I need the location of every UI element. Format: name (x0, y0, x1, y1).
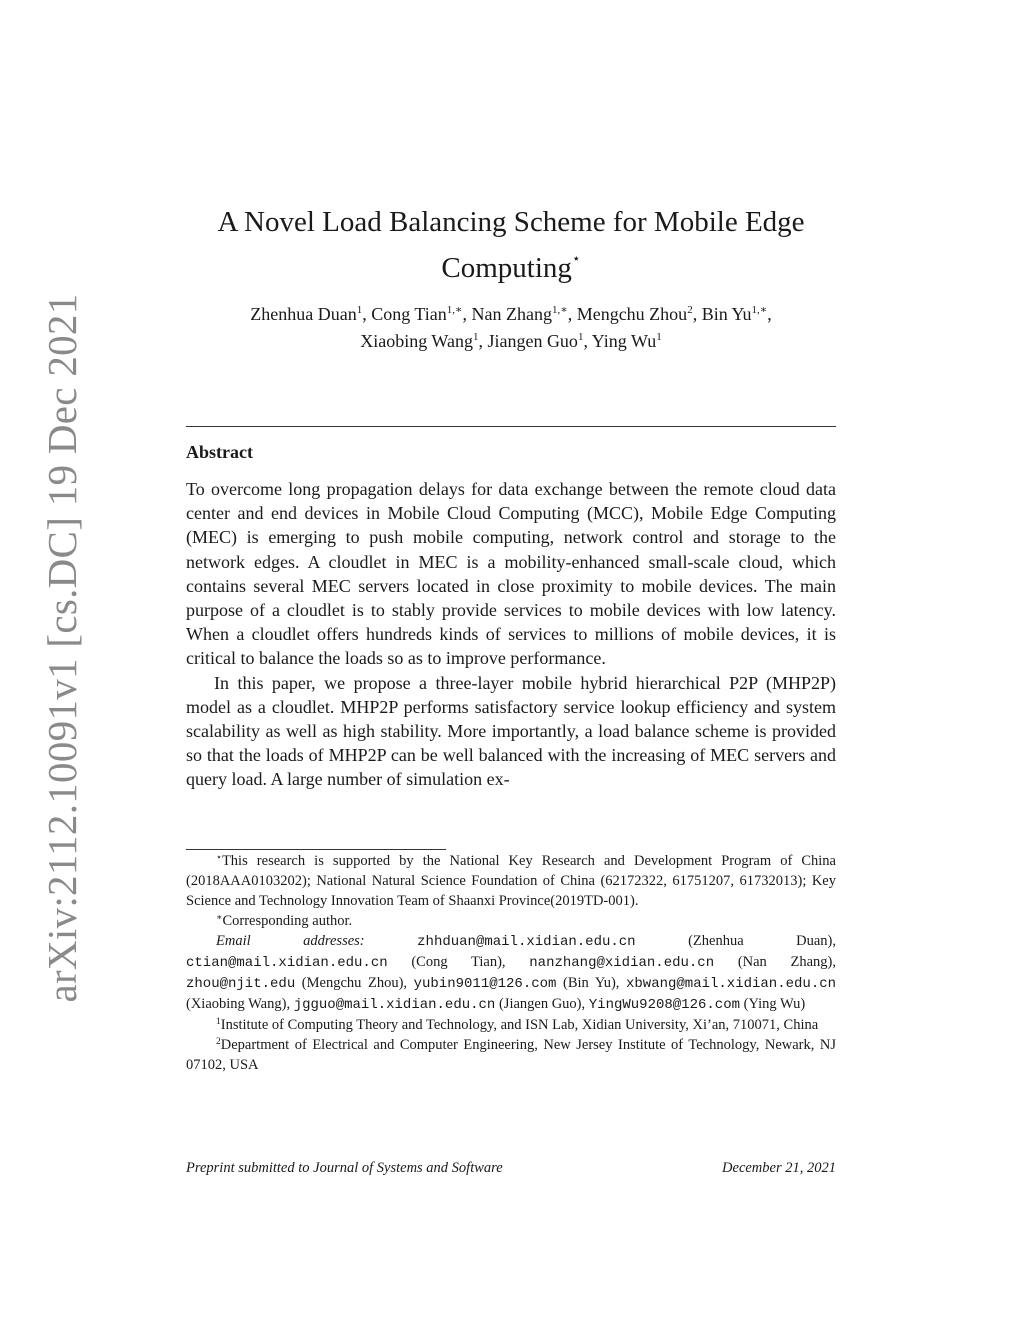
email-link[interactable]: YingWu9208@126.com (588, 997, 740, 1013)
title-line-2: Computing (441, 252, 572, 284)
author-name: , Ying Wu (583, 331, 657, 351)
author-name: , Cong Tian (362, 304, 447, 324)
footnotes (186, 851, 836, 1075)
affiliation-2-text: Department of Electrical and Computer Engineering, New Jersey Institute of Technology, Newark, NJ 07102, USA (186, 1037, 836, 1073)
email-owner: (Jiangen Guo), (495, 996, 586, 1012)
author-name: Xiaobing Wang (360, 331, 473, 351)
author-list (186, 301, 836, 355)
affiliation-1 (186, 1015, 836, 1035)
corresponding-author-footnote (186, 911, 836, 931)
author-affiliation-mark: 1 (356, 304, 363, 316)
email-label: Email addresses: (216, 933, 365, 949)
author-affiliation-mark: 2 (687, 304, 693, 316)
email-link[interactable]: xbwang@mail.xidian.edu.cn (625, 976, 837, 992)
abstract-heading: Abstract (186, 442, 253, 462)
author-separator: , (767, 304, 772, 324)
footnote-rule (186, 849, 446, 850)
page-footer (186, 1160, 836, 1177)
email-addresses (186, 931, 836, 1015)
funding-footnote (186, 851, 836, 911)
title-star-marker: ⋆ (571, 252, 581, 267)
author-name: , Mengchu Zhou (567, 304, 688, 324)
email-link[interactable]: nanzhang@xidian.edu.cn (529, 955, 715, 971)
affiliation-1-text: Institute of Computing Theory and Technology, and ISN Lab, Xidian University, Xi’an, 710071, China (220, 1017, 819, 1033)
email-owner: (Mengchu Zhou), (295, 975, 408, 991)
paper-title (186, 203, 836, 287)
title-line-1: A Novel Load Balancing Scheme for Mobile Edge (217, 206, 805, 238)
abstract-paragraph-2: In this paper, we propose a three-layer mobile hybrid hierarchical P2P (MHP2P) model as a cloudlet. MHP2P performs satisfactory service lookup efficiency and system scalability as well as high stability. More importantly, a load balance scheme is provided so that the loads of MHP2P can be well balanced with the increasing of MEC servers and query load. A large number of simulation ex- (186, 672, 836, 790)
author-name: Zhenhua Duan (250, 304, 357, 324)
abstract-paragraph-1: To overcome long propagation delays for data exchange between the remote cloud data center and end devices in Mobile Cloud Computing (MCC), Mobile Edge Computing (MEC) is emerging to push mobile computing, network control and storage to the network edges. A cloudlet in MEC is a mobility-enhanced small-scale cloud, which contains several MEC servers located in close proximity to mobile devices. The main purpose of a cloudlet is to stably provide services to mobile devices with low latency. When a cloudlet offers hundreds kinds of services to millions of mobile devices, it is critical to balance the loads so as to improve performance. (186, 479, 836, 669)
author-name: , Jiangen Guo (478, 331, 578, 351)
email-link[interactable]: jgguo@mail.xidian.edu.cn (293, 997, 496, 1013)
abstract-body (186, 477, 836, 792)
email-link[interactable]: zhhduan@mail.xidian.edu.cn (417, 934, 636, 950)
footnote-marker: ⋆ (216, 853, 222, 863)
arxiv-identifier-stamp: arXiv:2112.10091v1 [cs.DC] 19 Dec 2021 (39, 293, 85, 1003)
preprint-note: Preprint submitted to Journal of Systems and Software (186, 1160, 503, 1176)
funding-footnote-text: This research is supported by the National Key Research and Development Program of China (2018AAA0103202); National Natural Science Foundation of China (62172322, 61751207, 61732013); Key Science and Technology Innovation Team of Shaanxi Province(2019TD-001). (186, 853, 836, 909)
email-owner: (Ying Wu) (740, 996, 806, 1012)
author-affiliation-mark: 1,∗ (551, 304, 568, 316)
email-link[interactable]: yubin9011@126.com (413, 976, 557, 992)
email-link[interactable]: zhou@njit.edu (186, 976, 296, 992)
author-affiliation-mark: 1 (472, 331, 479, 343)
author-affiliation-mark: 1,∗ (446, 304, 463, 316)
affiliation-marker: 1 (216, 1017, 221, 1027)
email-owner: (Xiaobing Wang), (186, 996, 291, 1012)
author-name: , Nan Zhang (462, 304, 552, 324)
preprint-date: December 21, 2021 (722, 1160, 836, 1176)
author-affiliation-mark: 1,∗ (751, 304, 768, 316)
affiliation-marker: 2 (216, 1037, 221, 1047)
email-link[interactable]: ctian@mail.xidian.edu.cn (186, 955, 388, 971)
author-affiliation-mark: 1 (656, 331, 662, 343)
affiliation-2 (186, 1035, 836, 1075)
email-owner: (Cong Tian), (387, 954, 506, 970)
email-owner: (Nan Zhang), (714, 954, 836, 970)
author-name: , Bin Yu (692, 304, 752, 324)
footnote-marker: ∗ (216, 913, 223, 923)
email-owner: (Bin Yu), (556, 975, 620, 991)
email-owner: (Zhenhua Duan), (635, 933, 837, 949)
corresponding-author-text: Corresponding author. (222, 913, 353, 929)
abstract-top-rule (186, 426, 836, 427)
author-affiliation-mark: 1 (577, 331, 584, 343)
